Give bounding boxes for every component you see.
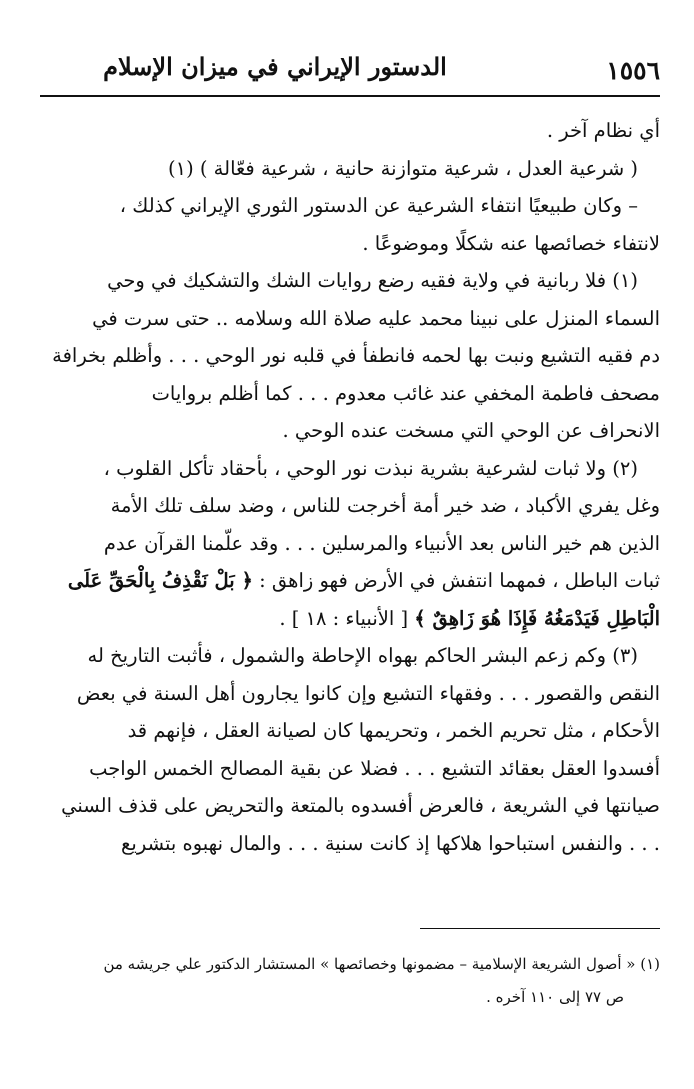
quran-verse: الْبَاطِلِ فَيَدْمَغُهُ فَإِذَا هُوَ زَاهِقٌ ﴾ [414, 606, 660, 630]
line-text: ثبات الباطل ، فمهما انتفش في الأرض فهو زاهق : [259, 569, 660, 592]
text-line: الانحراف عن الوحي التي مسخت عنده الوحي . [282, 419, 660, 442]
footnote-line: ص ٧٧ إلى ١١٠ آخره . [486, 988, 624, 1006]
footnotes [40, 948, 660, 1014]
text-line: ( شرعية العدل ، شرعية متوازنة حانية ، شرعية فعّالة ) (١) [167, 156, 638, 180]
text-line: أي نظام آخر . [546, 119, 660, 142]
header-rule [40, 95, 660, 97]
footnote-line: (١) « أصول الشريعة الإسلامية – مضمونها وخصائصها » المستشار الدكتور علي جريشه من [103, 955, 660, 973]
running-title: الدستور الإيراني في ميزان الإسلام [103, 52, 447, 81]
text-line: لانتفاء خصائصها عنه شكلًا وموضوعًا . [362, 231, 660, 255]
main-text [40, 112, 660, 862]
text-line: . . . والنفس استباحوا هلاكها إذ كانت سنية . . . والمال نهبوه بتشريع [121, 831, 660, 855]
text-line [40, 562, 660, 600]
text-line: السماء المنزل على نبينا محمد عليه صلاة الله وسلامه .. حتى سرت في [92, 306, 660, 330]
text-line: (٢) ولا ثبات لشرعية بشرية نبذت نور الوحي ، بأحقاد تأكل القلوب ، [103, 456, 638, 480]
quran-verse: ﴿ بَلْ نَقْذِفُ بِالْحَقِّ عَلَى [67, 569, 253, 592]
text-line: – وكان طبيعيًا انتفاء الشرعية عن الدستور الثوري الإيراني كذلك ، [119, 194, 638, 217]
text-line: أفسدوا العقل بعقائد التشيع . . . فضلا عن بقية المصالح الخمس الواجب [89, 756, 660, 780]
text-line: وغل يفري الأكباد ، ضد خير أمة أخرجت للناس ، وضد سلف تلك الأمة [110, 494, 660, 517]
text-line: (١) فلا ربانية في ولاية فقيه رضع روايات الشك والتشكيك في وحي [107, 269, 638, 292]
page-header [40, 48, 660, 92]
text-line [40, 600, 660, 638]
footnote-rule [420, 928, 660, 929]
text-line: الأحكام ، مثل تحريم الخمر ، وتحريمها كان لصيانة العقل ، فإنهم قد [127, 719, 660, 742]
text-line: الذين هم خير الناس بعد الأنبياء والمرسلين . . . وقد علّمنا القرآن عدم [103, 531, 660, 555]
text-line: النقص والقصور . . . وفقهاء التشيع وإن كانوا يجارون أهل السنة في بعض [76, 681, 660, 705]
text-line: صيانتها في الشريعة ، فالعرض أفسدوه بالمتعة والتحريض على قذف السني [61, 794, 660, 817]
text-line: (٣) وكم زعم البشر الحاكم بهواه الإحاطة والشمول ، فأثبت التاريخ له [87, 644, 638, 667]
verse-reference: [ الأنبياء : ١٨ ] . [279, 606, 409, 630]
text-line: دم فقيه التشيع ونبت بها لحمه فانطفأ في قلبه نور الوحي . . . وأظلم بخرافة [52, 344, 660, 367]
page-number: ١٥٥٦ [606, 56, 660, 85]
text-line: مصحف فاطمة المخفي عند غائب معدوم . . . كما أظلم بروايات [151, 381, 660, 405]
